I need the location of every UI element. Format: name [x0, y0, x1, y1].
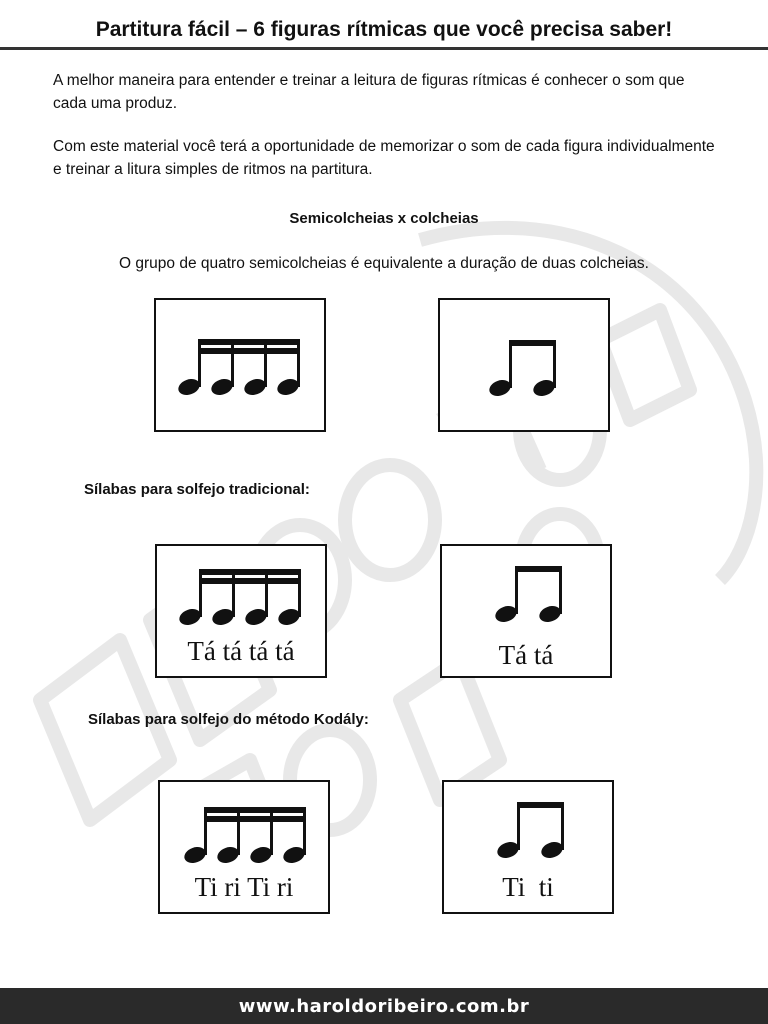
footer-bar	[0, 988, 768, 1024]
kodaly-heading: Sílabas para solfejo do método Kodály:	[88, 711, 369, 728]
page-title: Partitura fácil – 6 figuras rítmicas que você precisa saber!	[95, 18, 673, 41]
traditional-sixteenths-card	[155, 544, 327, 678]
eighth-notes-card	[438, 298, 610, 432]
traditional-heading: Sílabas para solfejo tradicional:	[84, 481, 310, 498]
sixteenth-notes-card	[154, 298, 326, 432]
traditional-sixteenths-syllables: Tá tá tá tá	[187, 636, 295, 666]
four-sixteenth-notes-icon	[174, 336, 304, 398]
two-eighth-notes-icon	[494, 800, 566, 860]
two-eighth-notes-icon	[492, 564, 564, 624]
intro-paragraph-1: A melhor maneira para entender e treinar a leitura de figuras rítmicas é conhecer o som que cada uma produz.	[53, 72, 685, 112]
section-description: O grupo de quatro semicolcheias é equivalente a duração de duas colcheias.	[119, 255, 649, 272]
section-title: Semicolcheias x colcheias	[289, 210, 479, 227]
four-sixteenth-notes-icon	[180, 804, 310, 866]
two-eighth-notes-icon	[486, 338, 558, 398]
kodaly-sixteenths-syllables: Ti ri Ti ri	[194, 872, 294, 902]
kodaly-eighths-card	[442, 780, 614, 914]
traditional-eighths-syllables: Tá tá	[498, 640, 554, 670]
intro-paragraph-2: Com este material você terá a oportunidade de memorizar o som de cada figura individualmente e treinar a litura simples de ritmos na partitura.	[53, 138, 715, 178]
four-sixteenth-notes-icon	[175, 566, 305, 628]
traditional-eighths-card	[440, 544, 612, 678]
kodaly-eighths-syllables: Ti ti	[502, 872, 554, 902]
footer-url[interactable]: www.haroldoribeiro.com.br	[238, 996, 530, 1017]
header-divider	[0, 47, 768, 50]
kodaly-sixteenths-card	[158, 780, 330, 914]
